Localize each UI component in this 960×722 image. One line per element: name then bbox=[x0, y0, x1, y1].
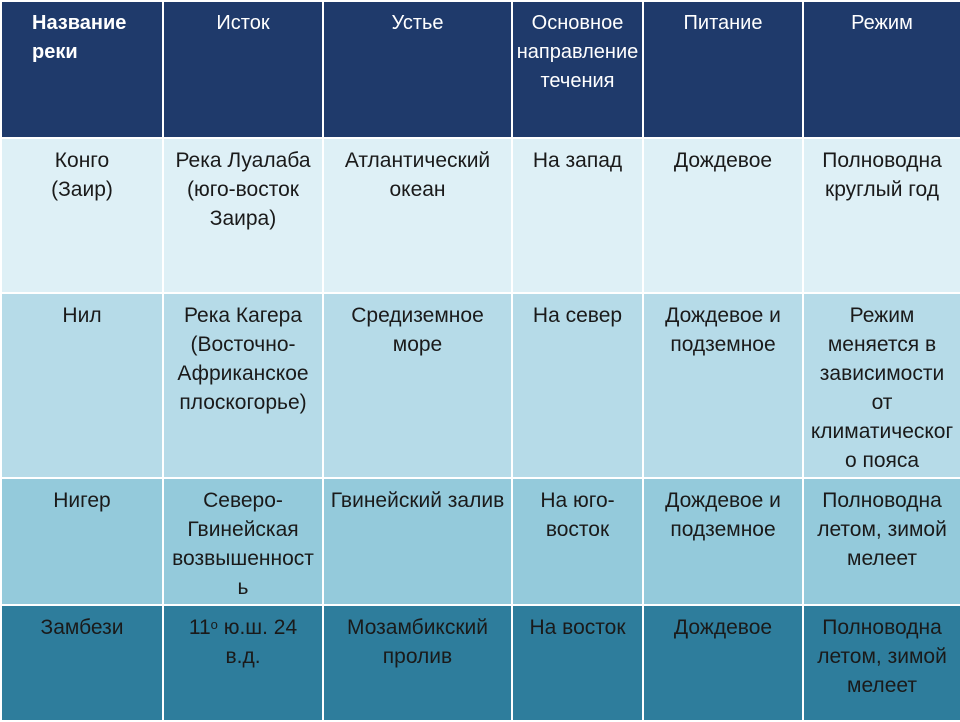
header-mouth: Устье bbox=[323, 1, 512, 138]
cell-direction: На север bbox=[512, 293, 643, 478]
table-row bbox=[1, 478, 960, 605]
cell-river-name: Нил bbox=[1, 293, 163, 478]
cell-mouth: Средиземное море bbox=[323, 293, 512, 478]
cell-source: Северо-Гвинейская возвышенность bbox=[163, 478, 323, 605]
header-regime: Режим bbox=[803, 1, 960, 138]
cell-mouth: Гвинейский залив bbox=[323, 478, 512, 605]
cell-feeding: Дождевое и подземное bbox=[643, 478, 803, 605]
cell-regime: Режим меняется в зависимости от климатического пояса bbox=[803, 293, 960, 478]
cell-mouth: Мозамбикский пролив bbox=[323, 605, 512, 721]
header-source: Исток bbox=[163, 1, 323, 138]
cell-regime: Полноводна круглый год bbox=[803, 138, 960, 293]
cell-direction: На юго-восток bbox=[512, 478, 643, 605]
cell-feeding: Дождевое bbox=[643, 605, 803, 721]
table-header-row bbox=[1, 1, 960, 138]
cell-river-name: Конго (Заир) bbox=[1, 138, 163, 293]
cell-mouth: Атлантический океан bbox=[323, 138, 512, 293]
cell-river-name: Замбези bbox=[1, 605, 163, 721]
cell-regime: Полноводна летом, зимой мелеет bbox=[803, 605, 960, 721]
cell-feeding: Дождевое bbox=[643, 138, 803, 293]
cell-direction: На запад bbox=[512, 138, 643, 293]
cell-regime: Полноводна летом, зимой мелеет bbox=[803, 478, 960, 605]
header-name: Название реки bbox=[1, 1, 163, 138]
cell-source bbox=[163, 605, 323, 721]
degree-mark: o bbox=[210, 617, 218, 632]
table-row bbox=[1, 605, 960, 721]
cell-river-name: Нигер bbox=[1, 478, 163, 605]
table-row bbox=[1, 138, 960, 293]
header-direction: Основное направление течения bbox=[512, 1, 643, 138]
header-feeding: Питание bbox=[643, 1, 803, 138]
cell-source: Река Луалаба (юго-восток Заира) bbox=[163, 138, 323, 293]
cell-source: Река Кагера (Восточно-Африканское плоскогорье) bbox=[163, 293, 323, 478]
cell-feeding: Дождевое и подземное bbox=[643, 293, 803, 478]
source-latitude-number: 11 bbox=[188, 616, 211, 639]
cell-direction: На восток bbox=[512, 605, 643, 721]
table-row bbox=[1, 293, 960, 478]
source-coordinates-rest: ю.ш. 24 в.д. bbox=[217, 616, 298, 668]
